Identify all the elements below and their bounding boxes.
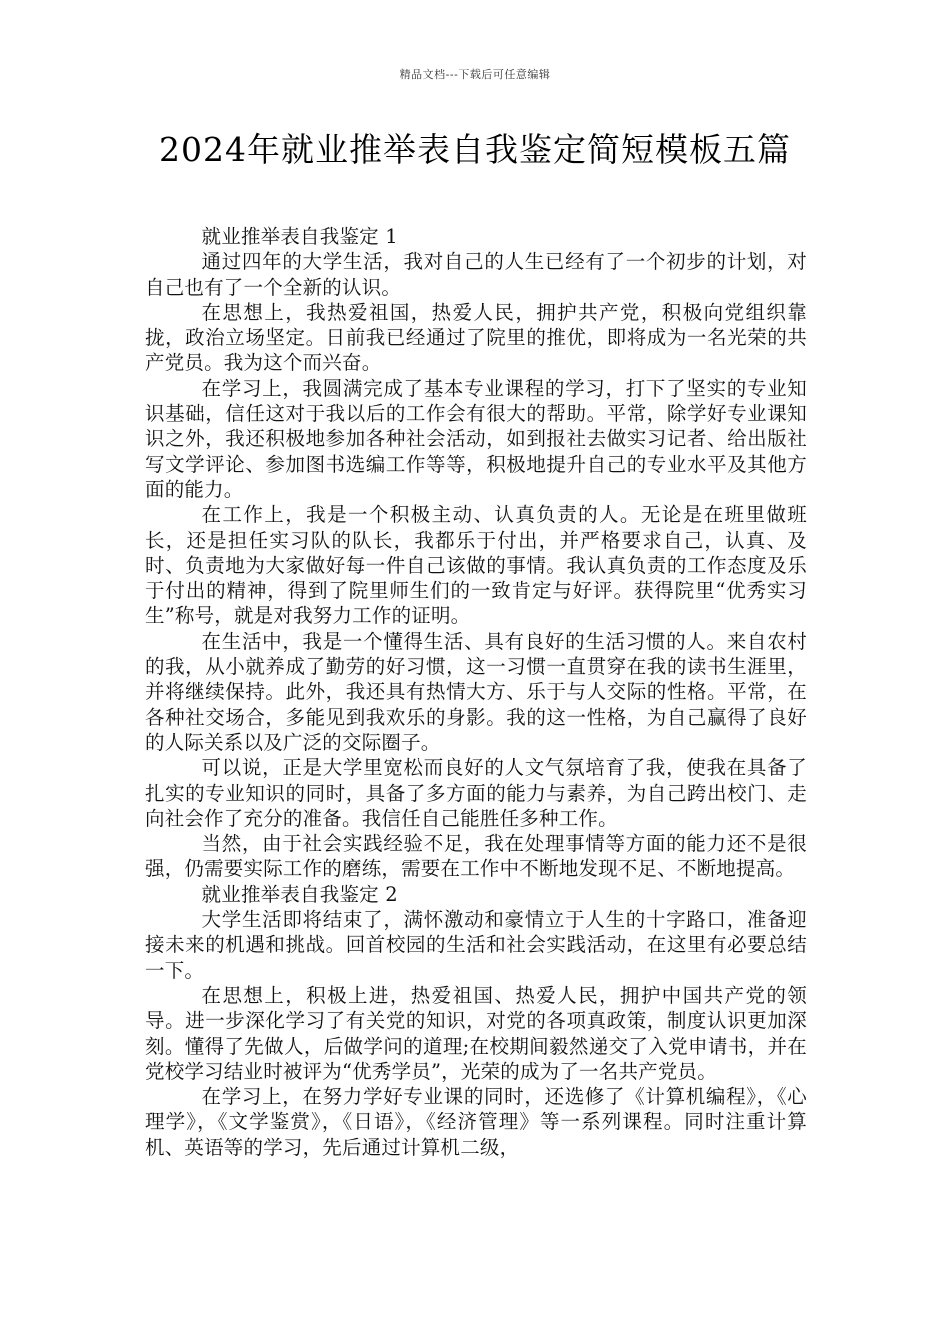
paragraph: 在思想上，我热爱祖国，热爱人民，拥护共产党，积极向党组织靠拢，政治立场坚定。日前我已经通过了院里的推优，即将成为一名光荣的共产党员。我为这个而兴奋。 bbox=[145, 300, 807, 375]
document-body bbox=[145, 224, 807, 1160]
paragraph: 在工作上，我是一个积极主动、认真负责的人。无论是在班里做班长，还是担任实习队的队长，我都乐于付出，并严格要求自己，认真、及时、负责地为大家做好每一件自己该做的事情。我认真负责的工作态度及乐于付出的精神，得到了院里师生们的一致肯定与好评。获得院里“优秀实习生”称号，就是对我努力工作的证明。 bbox=[145, 503, 807, 628]
paragraph: 在思想上，积极上进，热爱祖国、热爱人民，拥护中国共产党的领导。进一步深化学习了有关党的知识，对党的各项真政策，制度认识更加深刻。懂得了先做人，后做学问的道理;在校期间毅然递交了入党申请书，并在党校学习结业时被评为“优秀学员”，光荣的成为了一名共产党员。 bbox=[145, 983, 807, 1083]
paragraph: 在学习上，我圆满完成了基本专业课程的学习，打下了坚实的专业知识基础，信任这对于我以后的工作会有很大的帮助。平常，除学好专业课知识之外，我还积极地参加各种社会活动，如到报社去做实习记者、给出版社写文学评论、参加图书选编工作等等，积极地提升自己的专业水平及其他方面的能力。 bbox=[145, 376, 807, 501]
header-note: 精品文档---下载后可任意编辑 bbox=[399, 68, 551, 81]
paragraph: 在学习上，在努力学好专业课的同时，还选修了《计算机编程》，《心理学》，《文学鉴赏》，《日语》，《经济管理》等一系列课程。同时注重计算机、英语等的学习，先后通过计算机二级， bbox=[145, 1085, 807, 1159]
page-title: 2024年就业推举表自我鉴定简短模板五篇 bbox=[159, 130, 791, 169]
section-heading: 就业推举表自我鉴定 1 bbox=[201, 225, 398, 248]
paragraph: 在生活中，我是一个懂得生活、具有良好的生活习惯的人。来自农村的我，从小就养成了勤劳的好习惯，这一习惯一直贯穿在我的读书生涯里，并将继续保持。此外，我还具有热情大方、乐于与人交际的性格。平常，在各种社交场合，多能见到我欢乐的身影。我的这一性格，为自己赢得了良好的人际关系以及广泛的交际圈子。 bbox=[145, 629, 807, 754]
section-heading: 就业推举表自我鉴定 2 bbox=[201, 882, 398, 906]
paragraph: 可以说，正是大学里宽松而良好的人文气氛培育了我，使我在具备了扎实的专业知识的同时，具备了多方面的能力与素养，为自己跨出校门、走向社会作了充分的准备。我信任自己能胜任多种工作。 bbox=[145, 756, 807, 830]
paragraph: 大学生活即将结束了，满怀激动和豪情立于人生的十字路口，准备迎接未来的机遇和挑战。回首校园的生活和社会实践活动，在这里有必要总结一下。 bbox=[145, 908, 807, 982]
paragraph: 通过四年的大学生活，我对自己的人生已经有了一个初步的计划，对自己也有了一个全新的认识。 bbox=[145, 250, 807, 299]
paragraph: 当然，由于社会实践经验不足，我在处理事情等方面的能力还不是很强，仍需要实际工作的磨练，需要在工作中不断地发现不足、不断地提高。 bbox=[145, 832, 807, 881]
